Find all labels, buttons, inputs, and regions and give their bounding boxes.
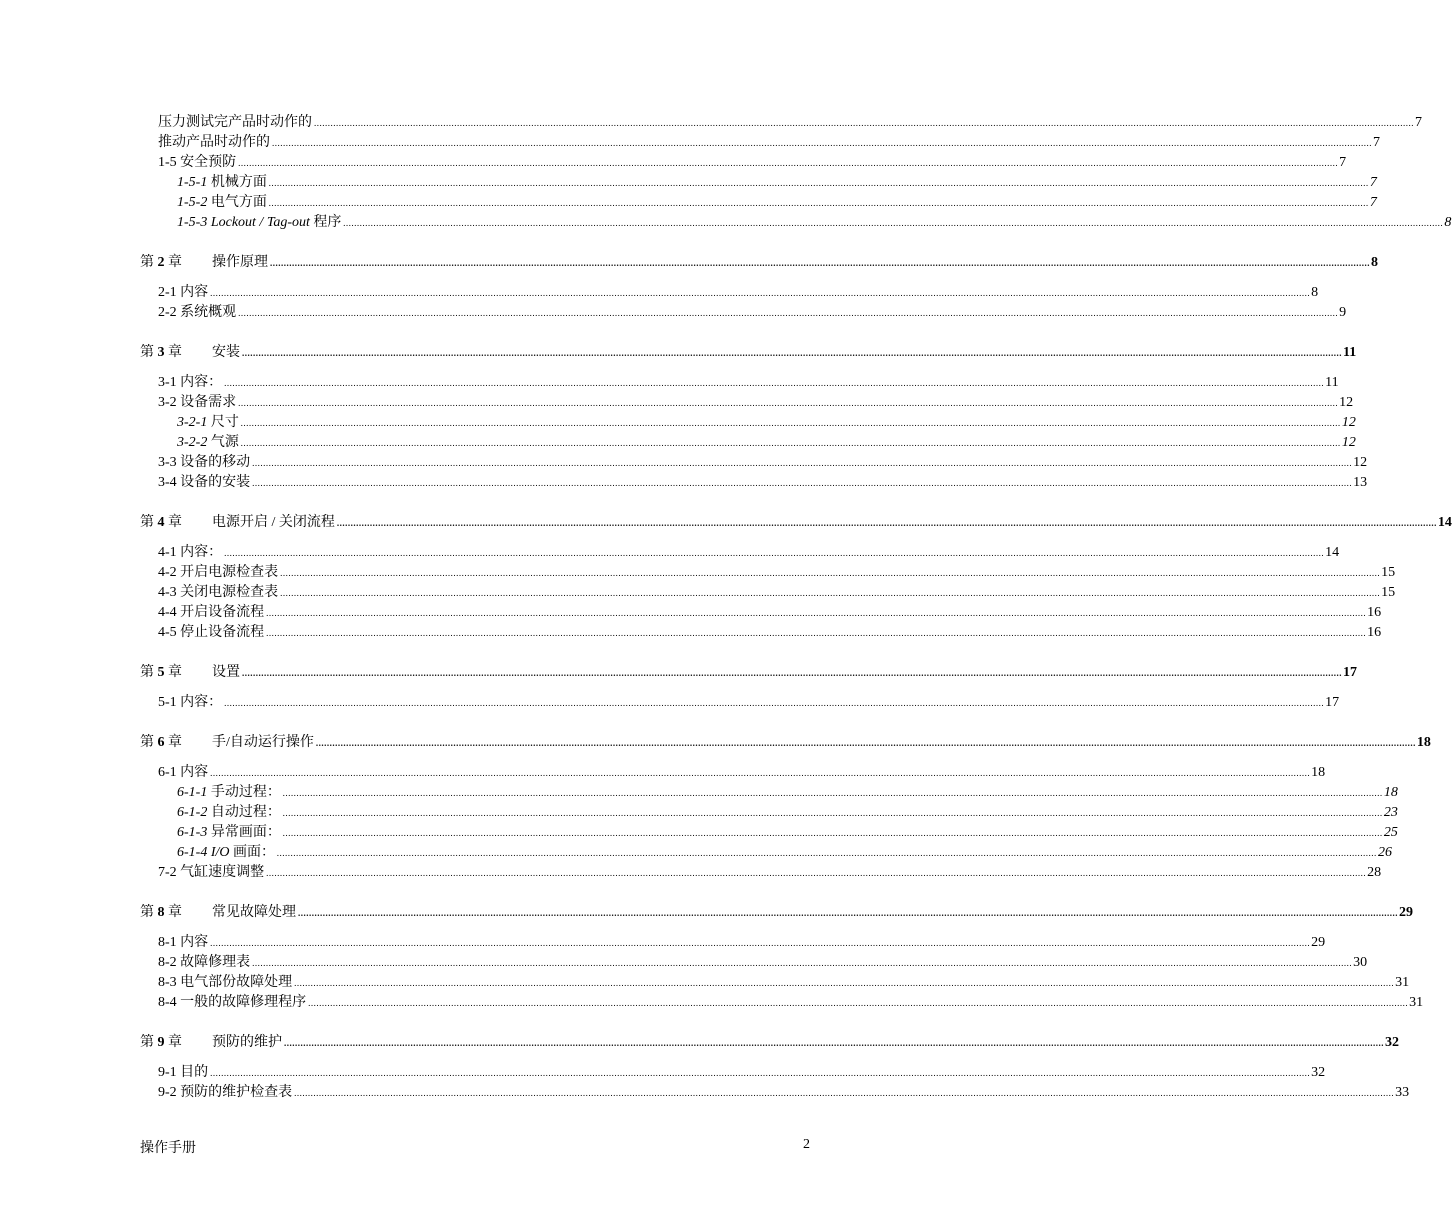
toc-page-number: 12 <box>1353 455 1368 470</box>
dot-leader: ................................................................................................................................................................................................................................................................................................................................................................................................................ <box>210 938 1311 948</box>
toc-entry-label: 6-1 内容 <box>158 765 209 780</box>
toc-entry-label: 8-3 电气部份故障处理 <box>158 975 293 990</box>
dot-leader: ................................................................................................................................................................................................................................................................................................................................................................................................................ <box>270 258 1370 268</box>
toc-entry-label: 5-1 内容： <box>158 695 223 710</box>
dot-leader: ................................................................................................................................................................................................................................................................................................................................................................................................................ <box>280 568 1381 578</box>
toc-entry-label: 4-3 关闭电源检查表 <box>158 585 279 600</box>
toc-entry-label: 3-3 设备的移动 <box>158 455 251 470</box>
dot-leader: ................................................................................................................................................................................................................................................................................................................................................................................................................ <box>238 398 1339 408</box>
toc-page-number: 12 <box>1339 395 1354 410</box>
subsection-title: 自动过程： <box>210 805 281 820</box>
toc-section-entry[interactable] <box>158 603 1382 623</box>
toc-section-entry[interactable] <box>158 153 1347 173</box>
toc-chapter-entry[interactable] <box>140 513 1452 533</box>
subsection-title: 电气方面 <box>210 195 267 210</box>
subsection-number: 3-2-1 <box>177 415 211 430</box>
subsection-number: 6-1-2 <box>177 805 211 820</box>
chapter-title: 电源开启 / 关闭流程 <box>212 515 335 530</box>
subsection-number: 1-5-1 <box>177 175 211 190</box>
toc-entry-label: 8-1 内容 <box>158 935 209 950</box>
toc-page-number: 8 <box>1444 215 1452 230</box>
toc-section-entry[interactable] <box>158 473 1368 493</box>
toc-page-number: 15 <box>1381 585 1396 600</box>
subsection-title: 异常画面： <box>210 825 281 840</box>
toc-entry-label <box>140 733 314 753</box>
toc-subsection-entry[interactable] <box>177 783 1398 803</box>
toc-page-number: 12 <box>1341 435 1356 450</box>
chapter-title: 常见故障处理 <box>212 905 296 920</box>
toc-page-number: 31 <box>1409 995 1424 1010</box>
toc-page-number: 7 <box>1415 115 1422 130</box>
dot-leader: ................................................................................................................................................................................................................................................................................................................................................................................................................ <box>224 548 1325 558</box>
page-number: 2 <box>803 1137 810 1152</box>
chapter-suffix: 章 <box>164 905 182 920</box>
chapter-number: 6 <box>157 735 165 750</box>
dot-leader: ................................................................................................................................................................................................................................................................................................................................................................................................................ <box>268 178 1369 188</box>
toc-subsection-entry[interactable] <box>177 823 1398 843</box>
dot-leader: ................................................................................................................................................................................................................................................................................................................................................................................................................ <box>240 418 1341 428</box>
toc-section-entry[interactable] <box>158 283 1319 303</box>
dot-leader: ................................................................................................................................................................................................................................................................................................................................................................................................................ <box>272 138 1372 148</box>
toc-chapter-entry[interactable] <box>140 733 1431 753</box>
toc-entry-label: 4-2 开启电源检查表 <box>158 565 279 580</box>
toc-section-entry[interactable] <box>158 623 1382 643</box>
chapter-prefix: 第 <box>140 665 158 680</box>
toc-entry-label <box>177 173 267 193</box>
chapter-title: 手/自动运行操作 <box>212 735 314 750</box>
toc-page-number: 18 <box>1416 735 1431 750</box>
toc-section-entry[interactable] <box>158 1063 1326 1083</box>
dot-leader: ................................................................................................................................................................................................................................................................................................................................................................................................................ <box>210 1068 1311 1078</box>
toc-section-entry[interactable] <box>158 973 1410 993</box>
toc-entry-label: 推动产品时动作的 <box>158 135 270 150</box>
dot-leader: ................................................................................................................................................................................................................................................................................................................................................................................................................ <box>280 588 1381 598</box>
toc-page-number: 7 <box>1373 135 1380 150</box>
toc-entry-label: 8-2 故障修理表 <box>158 955 251 970</box>
chapter-suffix: 章 <box>164 345 182 360</box>
subsection-number: 1-5-2 <box>177 195 211 210</box>
toc-page-number: 32 <box>1385 1035 1399 1050</box>
chapter-title: 预防的维护 <box>212 1035 282 1050</box>
toc-page-number: 29 <box>1399 905 1413 920</box>
toc-page-number: 13 <box>1353 475 1368 490</box>
chapter-title: 安装 <box>212 345 240 360</box>
toc-section-entry[interactable] <box>158 543 1340 563</box>
toc-page-number: 18 <box>1383 785 1398 800</box>
subsection-number: 3-2-2 <box>177 435 211 450</box>
dot-leader: ................................................................................................................................................................................................................................................................................................................................................................................................................ <box>252 458 1353 468</box>
toc-page-number: 33 <box>1395 1085 1410 1100</box>
chapter-number: 4 <box>157 515 165 530</box>
toc-section-entry[interactable] <box>158 373 1339 393</box>
chapter-number: 8 <box>157 905 165 920</box>
subsection-number: 6-1-1 <box>177 785 211 800</box>
dot-leader: ................................................................................................................................................................................................................................................................................................................................................................................................................ <box>282 828 1383 838</box>
toc-page-number: 16 <box>1367 625 1382 640</box>
toc-section-entry[interactable] <box>158 763 1326 783</box>
toc-entry-label <box>177 213 341 233</box>
chapter-number: 3 <box>157 345 165 360</box>
toc-page-number: 14 <box>1437 515 1452 530</box>
chapter-suffix: 章 <box>164 665 182 680</box>
chapter-number: 9 <box>157 1035 165 1050</box>
toc-page-number: 12 <box>1341 415 1356 430</box>
toc-page-number: 26 <box>1378 845 1392 860</box>
dot-leader: ................................................................................................................................................................................................................................................................................................................................................................................................................ <box>315 738 1416 748</box>
dot-leader: ................................................................................................................................................................................................................................................................................................................................................................................................................ <box>240 438 1341 448</box>
toc-chapter-entry[interactable] <box>140 1033 1399 1053</box>
chapter-suffix: 章 <box>164 255 182 270</box>
toc-subsection-entry[interactable] <box>177 433 1356 453</box>
toc-entry-label <box>140 663 240 683</box>
toc-entry-label: 9-2 预防的维护检查表 <box>158 1085 293 1100</box>
toc-section-entry[interactable] <box>158 113 1422 133</box>
toc-section-entry[interactable] <box>158 933 1326 953</box>
dot-leader: ................................................................................................................................................................................................................................................................................................................................................................................................................ <box>252 478 1353 488</box>
chapter-suffix: 章 <box>164 1035 182 1050</box>
footer-title: 操作手册 <box>140 1141 196 1156</box>
toc-entry-label: 9-1 目的 <box>158 1065 209 1080</box>
toc-page-number: 15 <box>1381 565 1396 580</box>
toc-section-entry[interactable] <box>158 453 1368 473</box>
toc-section-entry[interactable] <box>158 993 1424 1013</box>
dot-leader: ................................................................................................................................................................................................................................................................................................................................................................................................................ <box>266 868 1367 878</box>
toc-section-entry[interactable] <box>158 303 1347 323</box>
dot-leader: ................................................................................................................................................................................................................................................................................................................................................................................................................ <box>294 1088 1395 1098</box>
toc-page-number: 18 <box>1311 765 1326 780</box>
toc-entry-label <box>140 1033 282 1053</box>
toc-chapter-entry[interactable] <box>140 343 1357 363</box>
chapter-title: 操作原理 <box>212 255 268 270</box>
toc-subsection-entry[interactable] <box>177 173 1377 193</box>
toc-page-number: 28 <box>1367 865 1382 880</box>
toc-section-entry[interactable] <box>158 393 1354 413</box>
chapter-prefix: 第 <box>140 345 158 360</box>
toc-section-entry[interactable] <box>158 583 1396 603</box>
toc-page-number: 9 <box>1339 305 1347 320</box>
subsection-number: 6-1-3 <box>177 825 211 840</box>
chapter-prefix: 第 <box>140 905 158 920</box>
toc-page-number: 17 <box>1343 665 1357 680</box>
toc-page-number: 32 <box>1311 1065 1326 1080</box>
dot-leader: ................................................................................................................................................................................................................................................................................................................................................................................................................ <box>277 848 1377 858</box>
subsection-title: 程序 <box>313 215 342 230</box>
toc-page-number: 7 <box>1369 195 1377 210</box>
toc-subsection-entry[interactable] <box>177 843 1392 863</box>
dot-leader: ................................................................................................................................................................................................................................................................................................................................................................................................................ <box>282 808 1383 818</box>
toc-entry-label <box>140 253 268 273</box>
dot-leader: ................................................................................................................................................................................................................................................................................................................................................................................................................ <box>224 698 1325 708</box>
dot-leader: ................................................................................................................................................................................................................................................................................................................................................................................................................ <box>343 218 1444 228</box>
toc-chapter-entry[interactable] <box>140 903 1413 923</box>
subsection-title: 手动过程： <box>210 785 281 800</box>
dot-leader: ................................................................................................................................................................................................................................................................................................................................................................................................................ <box>314 118 1414 128</box>
toc-page-number: 11 <box>1343 345 1357 360</box>
toc-entry-label: 4-5 停止设备流程 <box>158 625 265 640</box>
toc-entry-label <box>140 343 240 363</box>
dot-leader: ................................................................................................................................................................................................................................................................................................................................................................................................................ <box>266 628 1367 638</box>
chapter-prefix: 第 <box>140 255 158 270</box>
toc-entry-label <box>177 413 239 433</box>
dot-leader: ................................................................................................................................................................................................................................................................................................................................................................................................................ <box>298 908 1398 918</box>
toc-entry-label: 4-4 开启设备流程 <box>158 605 265 620</box>
dot-leader: ................................................................................................................................................................................................................................................................................................................................................................................................................ <box>210 768 1311 778</box>
toc-entry-label: 2-2 系统概观 <box>158 305 237 320</box>
toc-entry-label: 3-1 内容： <box>158 375 223 390</box>
toc-page-number: 30 <box>1353 955 1368 970</box>
dot-leader: ................................................................................................................................................................................................................................................................................................................................................................................................................ <box>242 348 1342 358</box>
toc-chapter-entry[interactable] <box>140 663 1357 683</box>
dot-leader: ................................................................................................................................................................................................................................................................................................................................................................................................................ <box>210 288 1311 298</box>
toc-entry-label: 7-2 气缸速度调整 <box>158 865 265 880</box>
dot-leader: ................................................................................................................................................................................................................................................................................................................................................................................................................ <box>242 668 1342 678</box>
chapter-number: 2 <box>157 255 165 270</box>
toc-entry-label: 1-5 安全预防 <box>158 155 237 170</box>
toc-page-number: 31 <box>1395 975 1410 990</box>
toc-entry-label: 3-2 设备需求 <box>158 395 237 410</box>
chapter-prefix: 第 <box>140 735 158 750</box>
chapter-number: 5 <box>157 665 165 680</box>
dot-leader: ................................................................................................................................................................................................................................................................................................................................................................................................................ <box>252 958 1353 968</box>
subsection-number: 6-1-4 I/O <box>177 845 233 860</box>
toc-section-entry[interactable] <box>158 693 1340 713</box>
dot-leader: ................................................................................................................................................................................................................................................................................................................................................................................................................ <box>268 198 1369 208</box>
subsection-title: 机械方面 <box>210 175 267 190</box>
toc-subsection-entry[interactable] <box>177 803 1398 823</box>
chapter-suffix: 章 <box>164 735 182 750</box>
toc-page-number: 7 <box>1339 155 1347 170</box>
toc-subsection-entry[interactable] <box>177 213 1452 233</box>
toc-section-entry[interactable] <box>158 133 1380 153</box>
dot-leader: ................................................................................................................................................................................................................................................................................................................................................................................................................ <box>224 378 1325 388</box>
toc-page-number: 8 <box>1311 285 1319 300</box>
toc-entry-label <box>177 803 281 823</box>
toc-entry-label: 2-1 内容 <box>158 285 209 300</box>
toc-entry-label: 3-4 设备的安装 <box>158 475 251 490</box>
toc-page-number: 14 <box>1325 545 1340 560</box>
toc-page-number: 8 <box>1371 255 1378 270</box>
page-footer <box>140 1137 810 1157</box>
subsection-title: 画面： <box>233 845 275 860</box>
subsection-title: 尺寸 <box>210 415 239 430</box>
dot-leader: ................................................................................................................................................................................................................................................................................................................................................................................................................ <box>308 998 1409 1008</box>
toc-entry-label <box>140 513 335 533</box>
toc-page-number: 16 <box>1367 605 1382 620</box>
toc-section-entry[interactable] <box>158 563 1396 583</box>
toc-page-number: 23 <box>1383 805 1398 820</box>
toc-chapter-entry[interactable] <box>140 253 1378 273</box>
toc-section-entry[interactable] <box>158 1083 1410 1103</box>
toc-entry-label: 8-4 一般的故障修理程序 <box>158 995 307 1010</box>
chapter-prefix: 第 <box>140 515 158 530</box>
toc-section-entry[interactable] <box>158 863 1382 883</box>
subsection-number: 1-5-3 Lockout / Tag-out <box>177 215 314 230</box>
toc-entry-label <box>177 823 281 843</box>
toc-entry-label <box>140 903 296 923</box>
dot-leader: ................................................................................................................................................................................................................................................................................................................................................................................................................ <box>336 518 1437 528</box>
chapter-prefix: 第 <box>140 1035 158 1050</box>
toc-page-number: 29 <box>1311 935 1326 950</box>
dot-leader: ................................................................................................................................................................................................................................................................................................................................................................................................................ <box>282 788 1383 798</box>
toc-page-number: 7 <box>1369 175 1377 190</box>
toc-subsection-entry[interactable] <box>177 193 1377 213</box>
toc-section-entry[interactable] <box>158 953 1368 973</box>
toc-entry-label: 压力测试完产品时动作的 <box>158 115 312 130</box>
toc-subsection-entry[interactable] <box>177 413 1356 433</box>
toc-page-number: 25 <box>1383 825 1398 840</box>
toc-entry-label <box>177 193 267 213</box>
toc-entry-label <box>177 783 281 803</box>
dot-leader: ................................................................................................................................................................................................................................................................................................................................................................................................................ <box>284 1038 1384 1048</box>
dot-leader: ................................................................................................................................................................................................................................................................................................................................................................................................................ <box>238 308 1339 318</box>
chapter-title: 设置 <box>212 665 240 680</box>
toc-entry-label: 4-1 内容： <box>158 545 223 560</box>
dot-leader: ................................................................................................................................................................................................................................................................................................................................................................................................................ <box>294 978 1395 988</box>
subsection-title: 气源 <box>210 435 239 450</box>
toc-entry-label <box>177 433 239 453</box>
toc-entry-label <box>177 843 275 863</box>
chapter-suffix: 章 <box>164 515 182 530</box>
toc-page-number: 17 <box>1325 695 1340 710</box>
dot-leader: ................................................................................................................................................................................................................................................................................................................................................................................................................ <box>266 608 1367 618</box>
dot-leader: ................................................................................................................................................................................................................................................................................................................................................................................................................ <box>238 158 1339 168</box>
toc-page-number: 11 <box>1325 375 1339 390</box>
